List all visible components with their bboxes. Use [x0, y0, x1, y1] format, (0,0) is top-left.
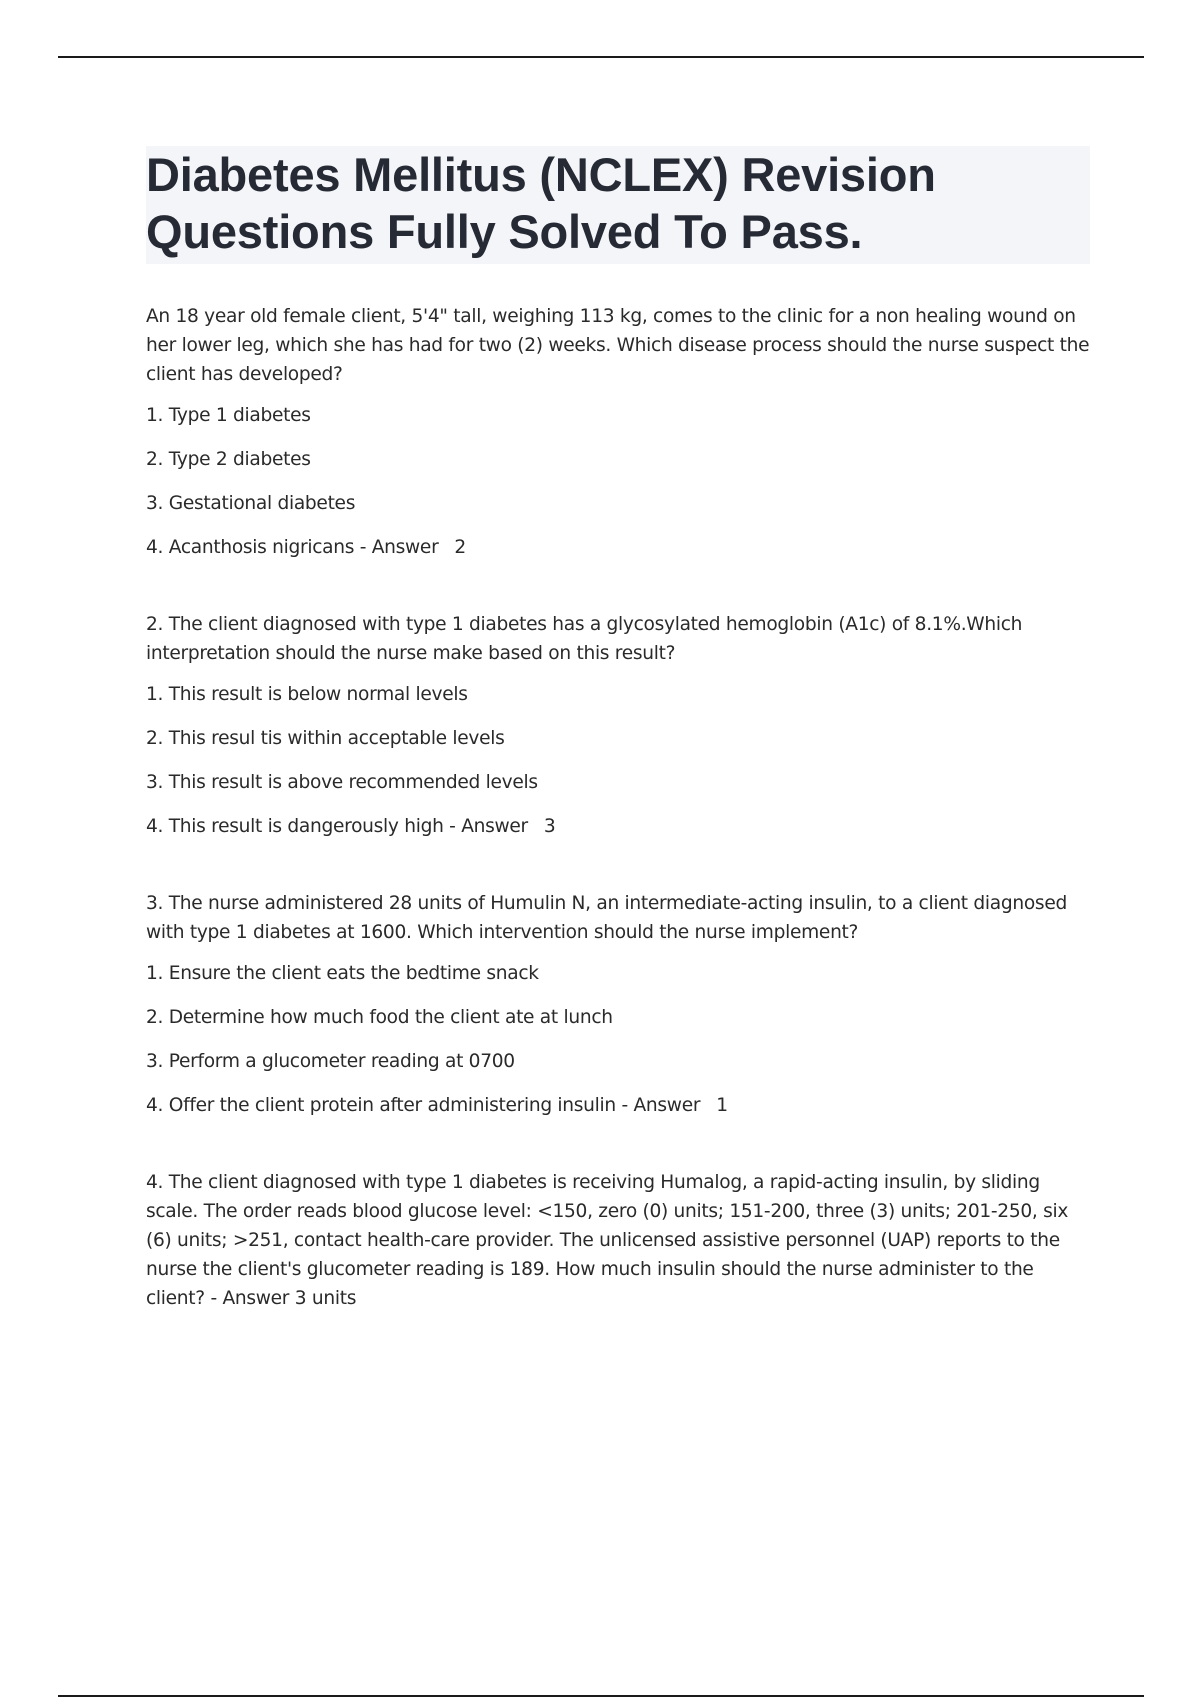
answer-value: 3: [543, 816, 556, 837]
option: 3. This result is above recommended levels: [146, 772, 538, 793]
option: 1. This result is below normal levels: [146, 684, 468, 705]
option-text: 4. Offer the client protein after administering insulin - Answer: [146, 1095, 701, 1116]
question-stem: 3. The nurse administered 28 units of Humulin N, an intermediate-acting insulin, to a client diagnosed with type 1 diabetes at 1600. Which intervention should the nurse implement?: [146, 893, 1067, 943]
page-title: [146, 146, 1090, 260]
question-3: [146, 889, 1090, 1120]
option-text: 4. Acanthosis nigricans - Answer: [146, 537, 439, 558]
title-block: [146, 146, 1090, 264]
option-text: 4. This result is dangerously high - Answer: [146, 816, 528, 837]
title-line-1: Diabetes Mellitus (NCLEX) Revision: [146, 148, 936, 201]
answer-value: 1: [716, 1095, 728, 1116]
option: 3. Gestational diabetes: [146, 493, 356, 514]
option-with-answer: [146, 1091, 1090, 1120]
option: 3. Perform a glucometer reading at 0700: [146, 1051, 515, 1072]
document-body: [146, 146, 1090, 1361]
question-2: [146, 610, 1090, 841]
question-stem: 4. The client diagnosed with type 1 diabetes is receiving Humalog, a rapid-acting insulin, by sliding scale. The order reads blood glucose level: <150, zero (0) units; 151-200, three (3) units; 201-250, six (6) units; >251, contact health-care provider. The unlicensed assistive personnel (UAP) reports to the nurse the client's glucometer reading is 189. How much insulin should the nurse administer to the client? - Answer 3 units: [146, 1172, 1069, 1309]
answer-value: 2: [454, 537, 466, 558]
option: 2. This resul tis within acceptable levels: [146, 728, 505, 749]
title-line-2: Questions Fully Solved To Pass.: [146, 205, 863, 258]
option: 2. Determine how much food the client ate at lunch: [146, 1007, 613, 1028]
option: 1. Type 1 diabetes: [146, 405, 311, 426]
question-1: [146, 302, 1090, 562]
option-with-answer: [146, 533, 1090, 562]
option: 2. Type 2 diabetes: [146, 449, 311, 470]
option: 1. Ensure the client eats the bedtime snack: [146, 963, 539, 984]
question-stem: An 18 year old female client, 5'4" tall, weighing 113 kg, comes to the clinic for a non healing wound on her lower leg, which she has had for two (2) weeks. Which disease process should the nurse suspect the client has developed?: [146, 306, 1090, 385]
bottom-rule: [58, 1695, 1144, 1697]
option-with-answer: [146, 812, 1090, 841]
question-4: [146, 1168, 1090, 1313]
top-rule: [58, 56, 1144, 58]
question-stem: 2. The client diagnosed with type 1 diabetes has a glycosylated hemoglobin (A1c) of 8.1%.Which interpretation should the nurse make based on this result?: [146, 614, 1023, 664]
